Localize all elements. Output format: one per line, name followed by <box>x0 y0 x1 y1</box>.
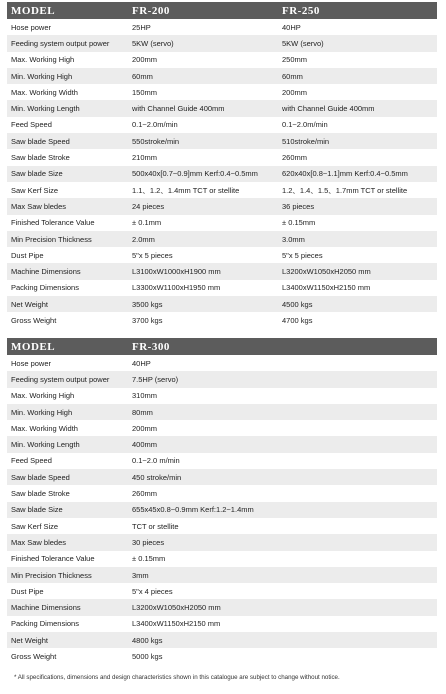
spec-value: 60mm <box>128 68 278 84</box>
table-header-row <box>7 2 437 19</box>
spec-value: ± 0.1mm <box>128 215 278 231</box>
spec-label: Saw blade Speed <box>7 133 128 149</box>
spec-value: 5000 kgs <box>128 648 437 664</box>
table-row <box>7 453 437 469</box>
spec-value: with Channel Guide 400mm <box>128 100 278 116</box>
table-row <box>7 616 437 632</box>
spec-value: TCT or stellite <box>128 518 437 534</box>
spec-value: 3.0mm <box>278 231 437 247</box>
table-row <box>7 280 437 296</box>
spec-label: Feed Speed <box>7 117 128 133</box>
spec-value: 3700 kgs <box>128 312 278 328</box>
spec-value: 80mm <box>128 404 437 420</box>
spec-value: 260mm <box>128 485 437 501</box>
spec-label: Machine Dimensions <box>7 599 128 615</box>
spec-label: Max. Working High <box>7 52 128 68</box>
spec-label: Max Saw bledes <box>7 534 128 550</box>
spec-value: 4800 kgs <box>128 632 437 648</box>
spec-value: 2.0mm <box>128 231 278 247</box>
table-row <box>7 551 437 567</box>
spec-value: L3400xW1150xH2150 mm <box>278 280 437 296</box>
spec-value: 1.1、1.2、1.4mm TCT or stellite <box>128 182 278 198</box>
spec-value: 4500 kgs <box>278 296 437 312</box>
spec-value: 655x45x0.8~0.9mm Kerf:1.2~1.4mm <box>128 502 437 518</box>
spec-value: 7.5HP (servo) <box>128 371 437 387</box>
spec-label: Min. Working High <box>7 404 128 420</box>
header-model: MODEL <box>7 2 128 19</box>
spec-label: Max. Working Width <box>7 420 128 436</box>
table-row <box>7 52 437 68</box>
spec-value: 250mm <box>278 52 437 68</box>
spec-value: L3100xW1000xH1900 mm <box>128 263 278 279</box>
spec-value: 0.1~2.0m/min <box>278 117 437 133</box>
spec-table-fr300 <box>7 338 437 665</box>
header-fr250: FR-250 <box>278 2 437 19</box>
spec-value: 5KW (servo) <box>128 35 278 51</box>
spec-label: Hose power <box>7 355 128 371</box>
table-row <box>7 149 437 165</box>
table-row <box>7 469 437 485</box>
table-row <box>7 117 437 133</box>
spec-label: Hose power <box>7 19 128 35</box>
table-row <box>7 371 437 387</box>
table-row <box>7 355 437 371</box>
spec-label: Net Weight <box>7 296 128 312</box>
table-row <box>7 404 437 420</box>
spec-label: Packing Dimensions <box>7 280 128 296</box>
spec-label: Saw blade Speed <box>7 469 128 485</box>
spec-label: Gross Weight <box>7 648 128 664</box>
spec-value: L3200xW1050xH2050 mm <box>128 599 437 615</box>
spec-label: Dust Pipe <box>7 583 128 599</box>
spec-value: 24 pieces <box>128 198 278 214</box>
spec-label: Dust Pipe <box>7 247 128 263</box>
table-row <box>7 296 437 312</box>
spec-value: 5KW (servo) <box>278 35 437 51</box>
table-row <box>7 567 437 583</box>
spec-value: 510stroke/min <box>278 133 437 149</box>
spec-label: Saw blade Stroke <box>7 485 128 501</box>
spec-value: 5"x 5 pieces <box>128 247 278 263</box>
spec-label: Gross Weight <box>7 312 128 328</box>
table-row <box>7 502 437 518</box>
table-row <box>7 68 437 84</box>
table-row <box>7 247 437 263</box>
header-model: MODEL <box>7 338 128 355</box>
footnote: * All specifications, dimensions and design characteristics shown in this catalogue are subject to change without notice. <box>14 674 340 681</box>
spec-value: 4700 kgs <box>278 312 437 328</box>
spec-value: 5"x 4 pieces <box>128 583 437 599</box>
table-row <box>7 263 437 279</box>
table-row <box>7 436 437 452</box>
spec-value: L3200xW1050xH2050 mm <box>278 263 437 279</box>
spec-label: Saw blade Stroke <box>7 149 128 165</box>
table-row <box>7 388 437 404</box>
spec-value: ± 0.15mm <box>128 551 437 567</box>
spec-value: 210mm <box>128 149 278 165</box>
table-row <box>7 35 437 51</box>
spec-table-fr200-fr250 <box>7 2 437 329</box>
spec-label: Finished Tolerance Value <box>7 551 128 567</box>
spec-label: Packing Dimensions <box>7 616 128 632</box>
spec-value: L3300xW1100xH1950 mm <box>128 280 278 296</box>
spec-label: Saw Kerf Size <box>7 518 128 534</box>
table-row <box>7 19 437 35</box>
spec-value: 550stroke/min <box>128 133 278 149</box>
spec-label: Min. Working High <box>7 68 128 84</box>
spec-label: Feeding system output power <box>7 35 128 51</box>
spec-value: 150mm <box>128 84 278 100</box>
spec-value: 3mm <box>128 567 437 583</box>
table-row <box>7 231 437 247</box>
table-row <box>7 133 437 149</box>
table-row <box>7 100 437 116</box>
table-row <box>7 632 437 648</box>
table-body <box>7 19 437 329</box>
spec-value: 200mm <box>128 420 437 436</box>
spec-value: with Channel Guide 400mm <box>278 100 437 116</box>
spec-label: Max Saw bledes <box>7 198 128 214</box>
table-row <box>7 166 437 182</box>
spec-value: ± 0.15mm <box>278 215 437 231</box>
table-row <box>7 534 437 550</box>
spec-label: Max. Working Width <box>7 84 128 100</box>
spec-label: Min Precision Thickness <box>7 567 128 583</box>
spec-label: Max. Working High <box>7 388 128 404</box>
spec-label: Machine Dimensions <box>7 263 128 279</box>
table-row <box>7 518 437 534</box>
table-row <box>7 182 437 198</box>
spec-value: 620x40x[0.8~1.1]mm Kerf:0.4~0.5mm <box>278 166 437 182</box>
spec-value: 1.2、1.4、1.5、1.7mm TCT or stellite <box>278 182 437 198</box>
spec-value: 310mm <box>128 388 437 404</box>
spec-label: Min. Working Length <box>7 436 128 452</box>
spec-label: Saw blade Size <box>7 502 128 518</box>
table-row <box>7 485 437 501</box>
spec-value: 5"x 5 pieces <box>278 247 437 263</box>
spec-value: L3400xW1150xH2150 mm <box>128 616 437 632</box>
spec-label: Min. Working Length <box>7 100 128 116</box>
spec-label: Feeding system output power <box>7 371 128 387</box>
spec-value: 60mm <box>278 68 437 84</box>
spec-value: 0.1~2.0m/min <box>128 117 278 133</box>
spec-value: 500x40x[0.7~0.9]mm Kerf:0.4~0.5mm <box>128 166 278 182</box>
header-fr200: FR-200 <box>128 2 278 19</box>
spec-label: Net Weight <box>7 632 128 648</box>
spec-value: 200mm <box>278 84 437 100</box>
spec-value: 25HP <box>128 19 278 35</box>
spec-value: 200mm <box>128 52 278 68</box>
spec-value: 450 stroke/min <box>128 469 437 485</box>
spec-value: 3500 kgs <box>128 296 278 312</box>
spec-value: 36 pieces <box>278 198 437 214</box>
spec-value: 30 pieces <box>128 534 437 550</box>
spec-value: 400mm <box>128 436 437 452</box>
table-row <box>7 312 437 328</box>
table-header-row <box>7 338 437 355</box>
spec-value: 260mm <box>278 149 437 165</box>
table-row <box>7 84 437 100</box>
spec-label: Min Precision Thickness <box>7 231 128 247</box>
spec-value: 0.1~2.0 m/min <box>128 453 437 469</box>
table-row <box>7 599 437 615</box>
spec-label: Finished Tolerance Value <box>7 215 128 231</box>
spec-label: Saw blade Size <box>7 166 128 182</box>
spec-value: 40HP <box>128 355 437 371</box>
spec-label: Feed Speed <box>7 453 128 469</box>
table-body <box>7 355 437 665</box>
table-row <box>7 648 437 664</box>
header-fr300: FR-300 <box>128 338 437 355</box>
table-row <box>7 215 437 231</box>
table-row <box>7 420 437 436</box>
spec-label: Saw Kerf Size <box>7 182 128 198</box>
table-row <box>7 198 437 214</box>
table-row <box>7 583 437 599</box>
spec-value: 40HP <box>278 19 437 35</box>
